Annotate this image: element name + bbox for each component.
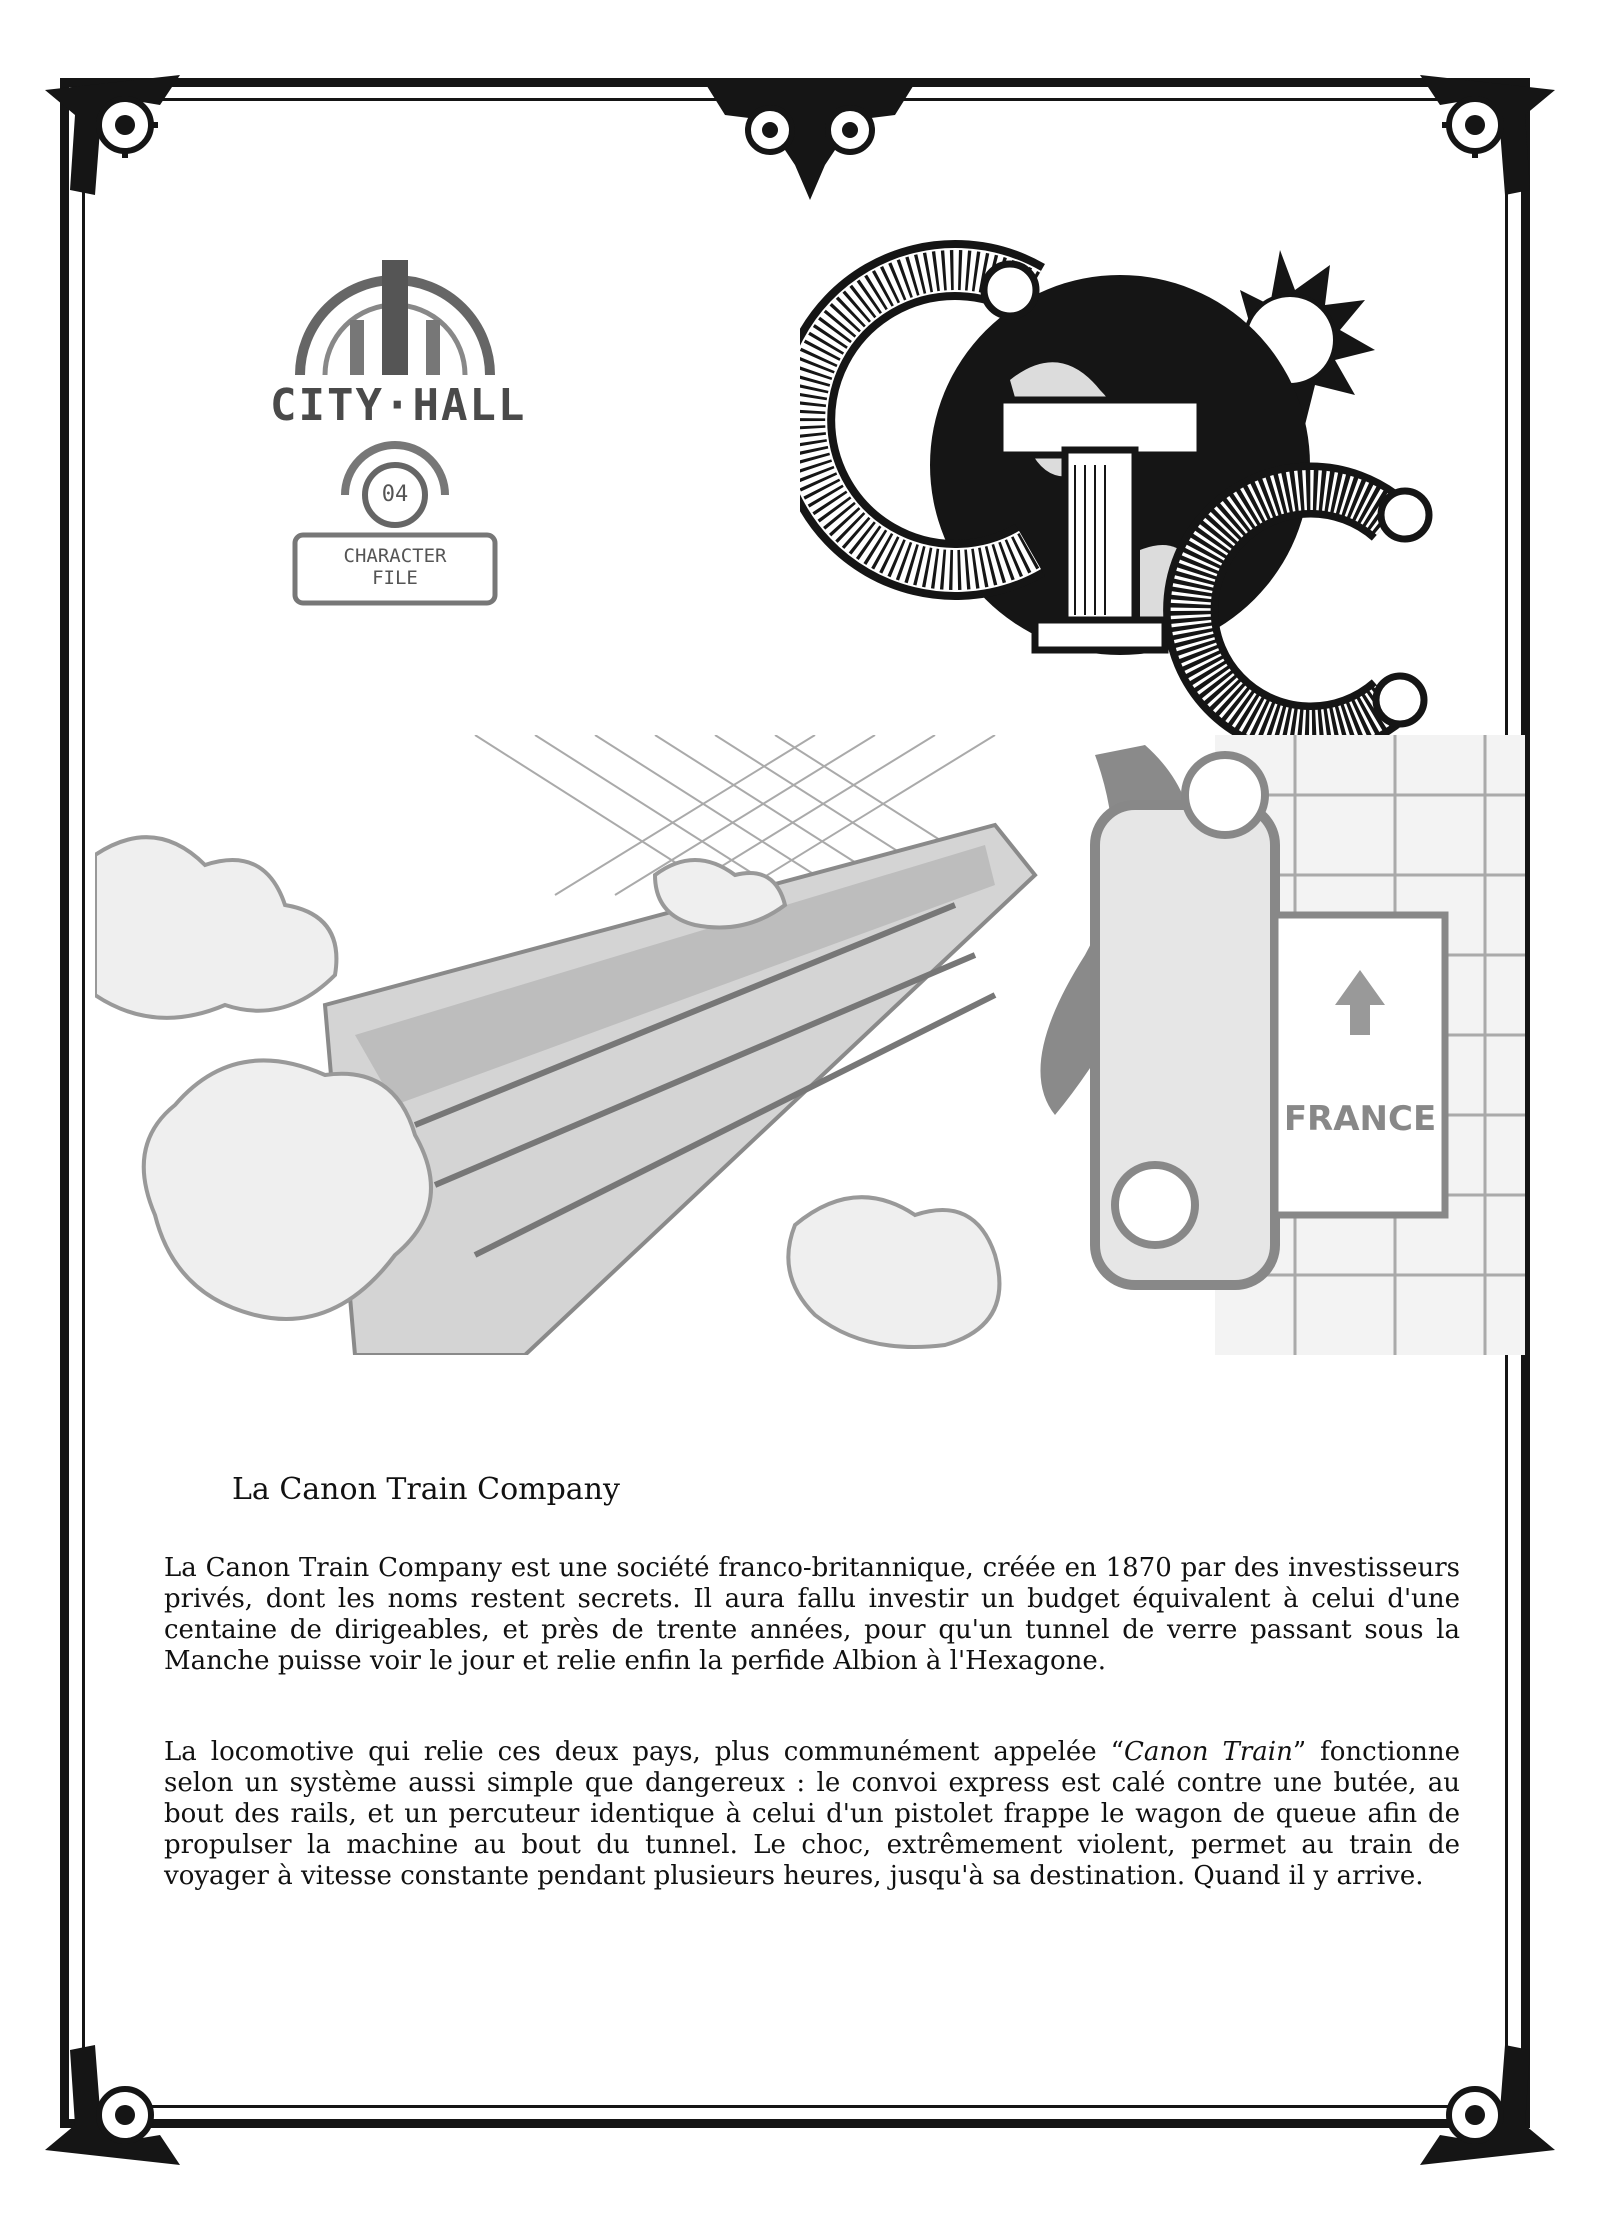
france-sign-text: FRANCE [1283,1099,1437,1139]
corner-ornament-bottom-left [40,2040,190,2170]
corner-ornament-top-right [1410,70,1560,200]
article-paragraph-2 [164,1737,1460,1892]
paragraph-2-end: ” fonctionne selon un système aussi simple que dangereux : le convoi express est calé contre une butée, au bout des rails, et un percuteur identique à celui d'un pistolet frappe le wagon de queue afin de propulser la machine au bout du tunnel. Le choc, extrêmement violent, permet au train de voyager à vitesse constante pendant plusieurs heures, jusqu'à sa destination. Quand il y arrive. [164,1737,1461,1891]
article-title: La Canon Train Company [232,1472,620,1507]
city-hall-number: 04 [381,482,409,507]
top-center-ornament [705,75,915,205]
ctc-logo [800,230,1460,780]
canon-train-illustration [95,735,1525,1355]
article-paragraph-1: La Canon Train Company est une société franco-britannique, créée en 1870 par des investisseurs privés, dont les noms restent secrets. Il aura fallu investir un budget équivalent à celui d'une centaine de dirigeables, et près de trente années, pour qu'un tunnel de verre passant sous la Manche puisse voir le jour et relie enfin la perfide Albion à l'Hexagone. [164,1553,1460,1676]
corner-ornament-top-left [40,70,190,200]
character-file-label: CHARACTER FILE [343,545,447,589]
paragraph-2-start: La locomotive qui relie ces deux pays, plus communément appelée “ [164,1737,1124,1767]
canon-train-italic: Canon Train [1123,1737,1293,1767]
city-hall-title: CITY·HALL [270,380,527,431]
city-hall-logo [270,250,527,610]
corner-ornament-bottom-right [1410,2040,1560,2170]
